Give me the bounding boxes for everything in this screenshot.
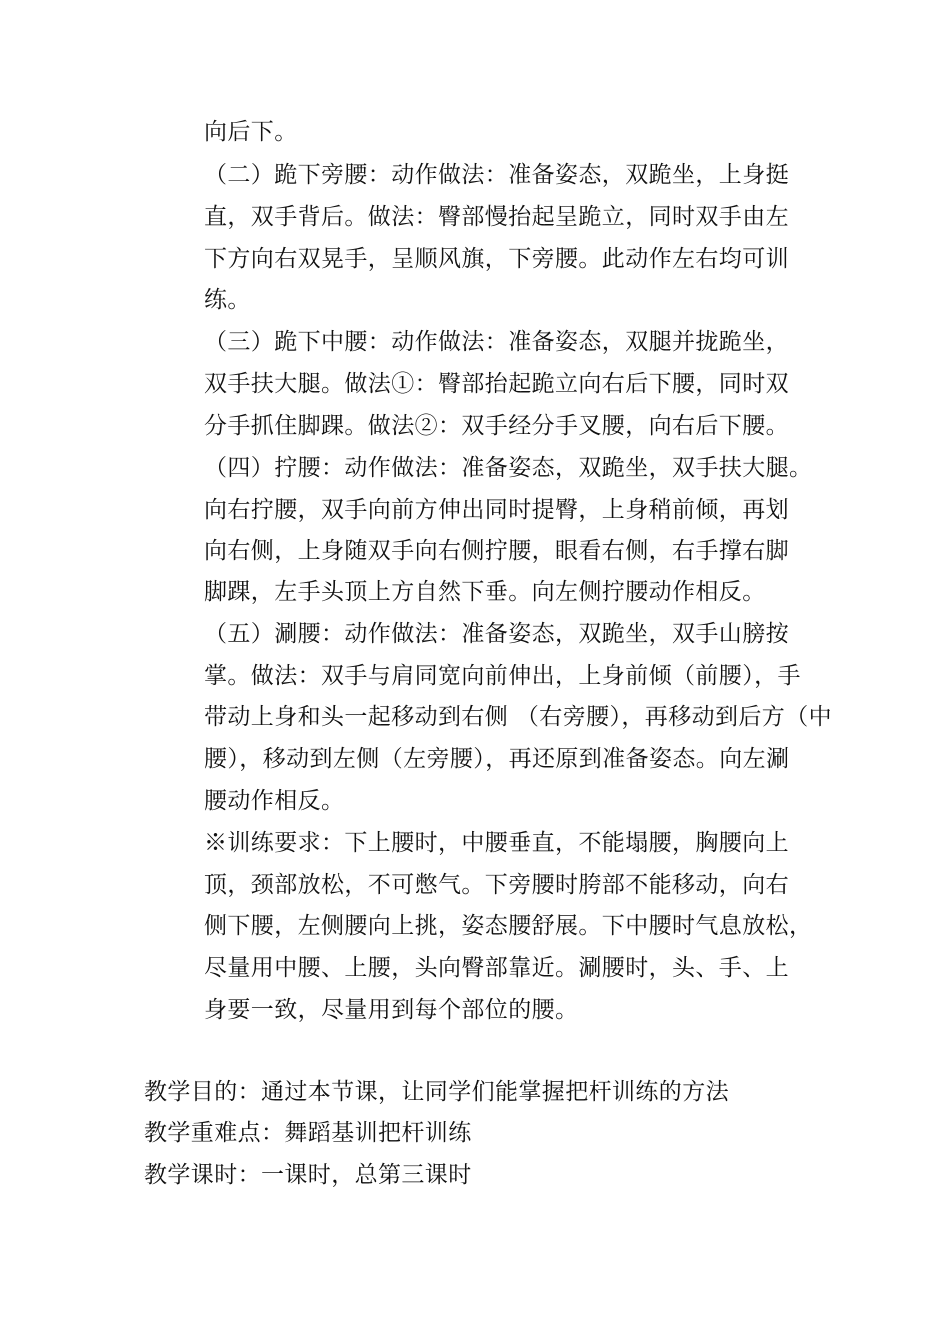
body-line-22: 身要一致，尽量用到每个部位的腰。 [204, 997, 579, 1023]
body-line-19: 顶，颈部放松，不可憋气。下旁腰时胯部不能移动，向右 [204, 872, 789, 898]
body-line-2: （二）跪下旁腰：动作做法：准备姿态，双跪坐，上身挺 [204, 162, 789, 188]
body-line-20: 侧下腰，左侧腰向上挑，姿态腰舒展。下中腰时气息放松， [204, 913, 813, 939]
teaching-goal: 教学目的：通过本节课，让同学们能掌握把杆训练的方法 [144, 1079, 729, 1105]
body-line-6: （三）跪下中腰：动作做法：准备姿态，双腿并拢跪坐， [204, 329, 789, 355]
body-line-8: 分手抓住脚踝。做法②：双手经分手叉腰，向右后下腰。 [204, 413, 789, 439]
body-line-17: 腰动作相反。 [204, 788, 345, 814]
body-line-5: 练。 [204, 287, 251, 313]
body-line-4: 下方向右双晃手，呈顺风旗，下旁腰。此动作左右均可训 [204, 246, 789, 272]
body-line-12: 脚踝，左手头顶上方自然下垂。向左侧拧腰动作相反。 [204, 579, 766, 605]
body-line-10: 向右拧腰，双手向前方伸出同时提臀，上身稍前倾，再划 [204, 497, 789, 523]
body-line-7: 双手扶大腿。做法①：臀部抬起跪立向右后下腰，同时双 [204, 371, 789, 397]
body-line-3: 直，双手背后。做法：臀部慢抬起呈跪立，同时双手由左 [204, 204, 789, 230]
body-line-18: ※训练要求：下上腰时，中腰垂直，不能塌腰，胸腰向上 [204, 830, 789, 856]
body-line-11: 向右侧，上身随双手向右侧拧腰，眼看右侧，右手撑右脚 [204, 538, 789, 564]
body-line-16: 腰），移动到左侧（左旁腰），再还原到准备姿态。向左涮 [204, 746, 790, 772]
body-line-1: 向后下。 [204, 119, 298, 145]
body-line-15: 带动上身和头一起移动到右侧 （右旁腰），再移动到后方（中 [204, 704, 833, 730]
body-line-21: 尽量用中腰、上腰，头向臀部靠近。涮腰时，头、手、上 [204, 955, 789, 981]
body-line-13: （五）涮腰：动作做法：准备姿态，双跪坐，双手山膀按 [204, 621, 789, 647]
teaching-key-points: 教学重难点：舞蹈基训把杆训练 [144, 1120, 472, 1146]
body-line-9: （四）拧腰：动作做法：准备姿态，双跪坐，双手扶大腿。 [204, 455, 813, 481]
teaching-hours: 教学课时：一课时，总第三课时 [144, 1162, 472, 1188]
body-line-14: 掌。做法：双手与肩同宽向前伸出，上身前倾（前腰），手 [204, 663, 801, 689]
